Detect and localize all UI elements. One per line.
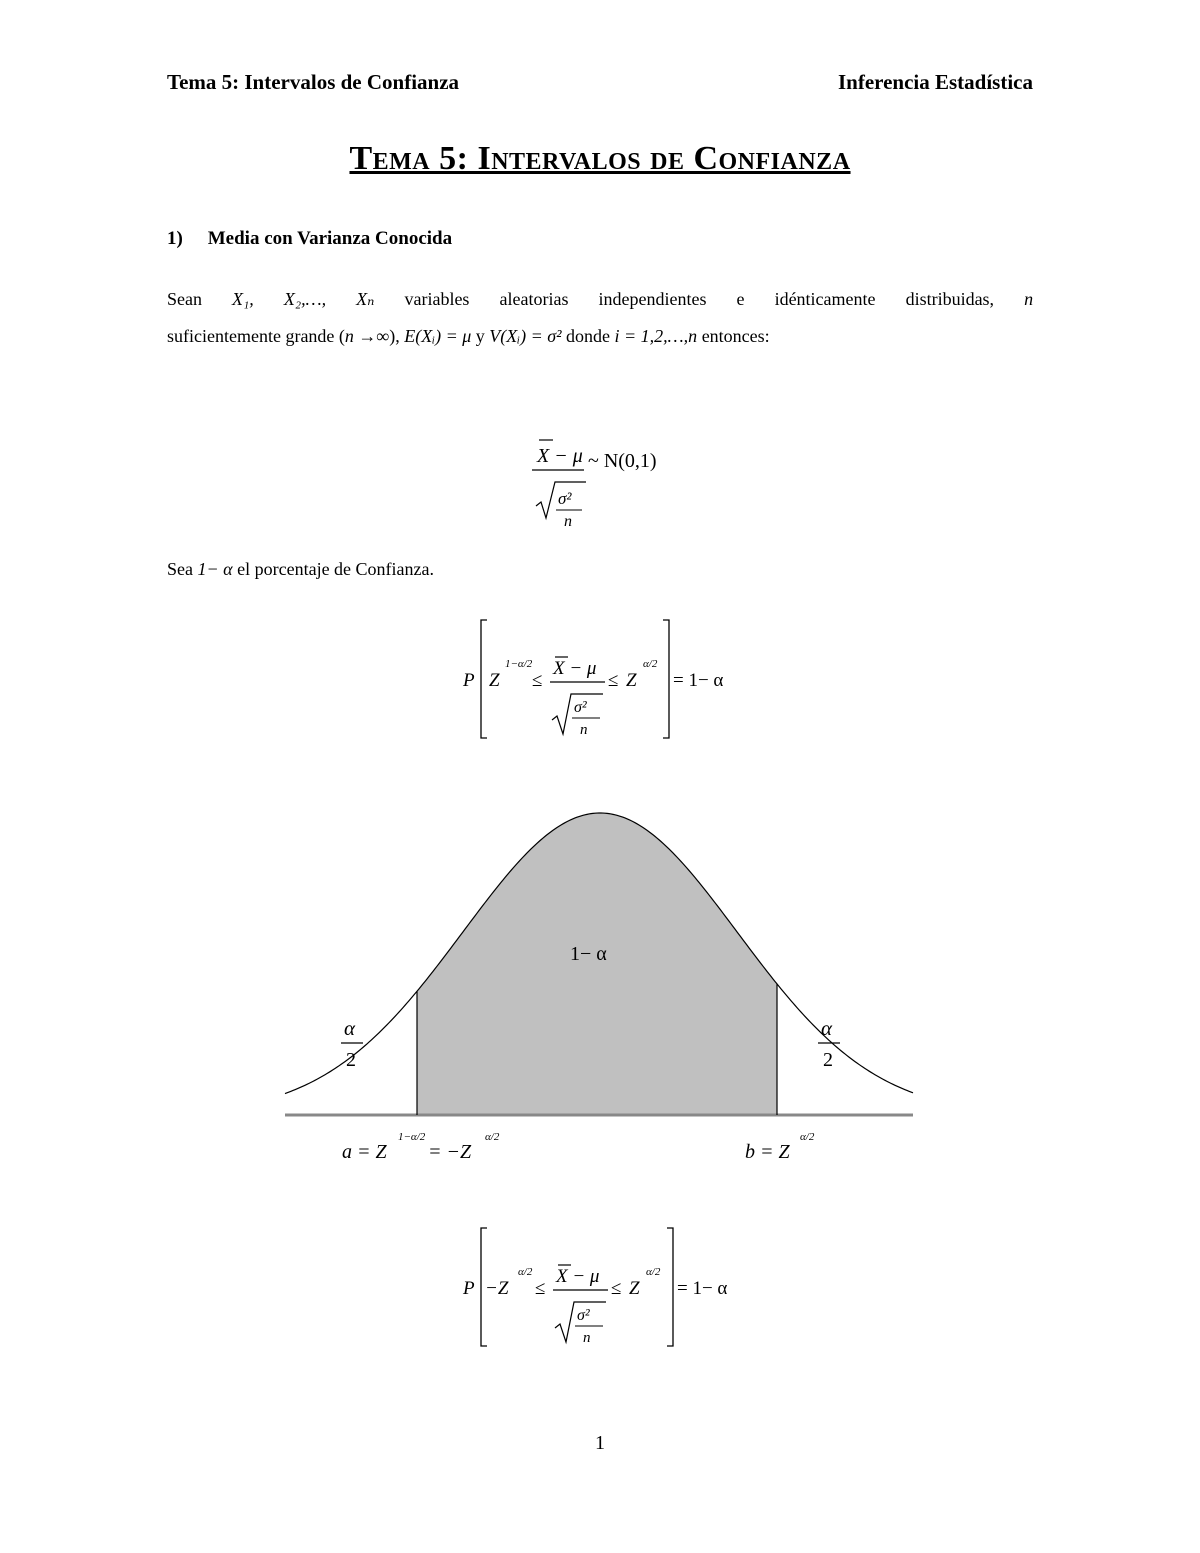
- p1-word: e: [736, 289, 745, 309]
- p2-text: donde: [566, 326, 611, 346]
- formula-probability-2: [455, 1220, 755, 1352]
- formula1-numerator: X − μ: [537, 445, 583, 467]
- section-heading: [167, 228, 452, 250]
- f2-p: P: [463, 670, 475, 691]
- p2-text: entonces:: [701, 326, 770, 346]
- p-sea: Sea: [167, 559, 193, 579]
- center-area-label: 1− α: [570, 943, 607, 965]
- p2-expectation-expr: E(Xᵢ) = μ: [404, 326, 472, 346]
- f2-le-1: ≤: [532, 670, 543, 691]
- f2-z-left: Z: [489, 670, 500, 691]
- upper-bound-label: b = Z: [745, 1141, 790, 1163]
- f3-n: n: [583, 1330, 591, 1346]
- section-number: 1): [167, 228, 183, 249]
- paragraph-1-line-1: [167, 280, 1033, 318]
- page-number: 1: [595, 1432, 605, 1454]
- f2-sigma-sq: σ²: [574, 699, 587, 716]
- page-title: Tema 5: Intervalos de Confianza: [349, 140, 851, 177]
- formula-probability-1: [455, 612, 755, 744]
- p2-limit-expr: n →∞: [344, 326, 390, 346]
- header-left: Tema 5: Intervalos de Confianza: [167, 70, 460, 94]
- right-bracket-icon: [667, 1228, 673, 1346]
- right-bracket-icon: [663, 620, 669, 738]
- f3-z-left: −Z: [485, 1278, 509, 1299]
- lower-bound-label: a = Z: [342, 1141, 387, 1163]
- lower-bound-neg-exp: α/2: [485, 1131, 500, 1143]
- f3-rhs: = 1− α: [677, 1278, 728, 1299]
- p1-word: variables: [404, 289, 470, 309]
- f2-numerator: X − μ: [553, 658, 597, 679]
- p1-word: independientes: [598, 289, 707, 309]
- lower-bound-exp: 1−α/2: [398, 1131, 426, 1143]
- p2-variance-expr: V(Xᵢ) = σ²: [489, 326, 562, 346]
- f3-z-right: Z: [629, 1278, 640, 1299]
- right-tail-num: α: [821, 1016, 833, 1040]
- p1-variables-expr: X₁, X₂,…, Xₙ: [232, 289, 375, 309]
- p1-word: distribuidas,: [905, 289, 995, 309]
- right-tail-den: 2: [823, 1049, 833, 1071]
- p-suffix: el porcentaje de Confianza.: [237, 559, 435, 579]
- f3-numerator: X − μ: [556, 1266, 600, 1287]
- formula-standardization: [500, 420, 720, 530]
- section-title: Media con Varianza Conocida: [207, 228, 453, 249]
- p1-word: Sean: [167, 289, 202, 309]
- normal-distribution-figure: [280, 800, 920, 1180]
- f2-z-left-exp: 1−α/2: [505, 658, 533, 670]
- f2-le-2: ≤: [608, 670, 619, 691]
- p2-index-expr: i = 1,2,…,n: [614, 326, 698, 346]
- f3-le-1: ≤: [535, 1278, 546, 1299]
- paragraph-1-line-2: [167, 317, 1033, 355]
- left-tail-den: 2: [346, 1049, 356, 1071]
- f3-p: P: [463, 1278, 475, 1299]
- left-tail-num: α: [344, 1016, 356, 1040]
- f3-sigma-sq: σ²: [577, 1307, 590, 1324]
- f2-n: n: [580, 722, 588, 738]
- header-right: Inferencia Estadística: [837, 70, 1033, 94]
- f3-z-left-exp: α/2: [518, 1266, 533, 1278]
- p1-word: aleatorias: [499, 289, 569, 309]
- f2-z-right-exp: α/2: [643, 658, 658, 670]
- left-bracket-icon: [481, 620, 487, 738]
- formula1-rhs: ~ N(0,1): [588, 450, 657, 472]
- p1-n: n: [1024, 289, 1034, 309]
- p2-text: y: [475, 326, 485, 346]
- f3-le-2: ≤: [611, 1278, 622, 1299]
- f2-rhs: = 1− α: [673, 670, 724, 691]
- formula1-sigma-sq: σ²: [558, 489, 572, 508]
- p2-text: ),: [389, 326, 400, 346]
- paragraph-2: [167, 550, 1033, 588]
- lower-bound-neg: = −Z: [428, 1141, 472, 1163]
- formula1-n: n: [564, 513, 572, 530]
- p1-word: idénticamente: [774, 289, 876, 309]
- p-confidence-expr: 1− α: [197, 559, 233, 579]
- f3-z-right-exp: α/2: [646, 1266, 661, 1278]
- upper-bound-exp: α/2: [800, 1131, 815, 1143]
- p2-text: suficientemente grande (: [167, 326, 345, 346]
- f2-z-right: Z: [626, 670, 637, 691]
